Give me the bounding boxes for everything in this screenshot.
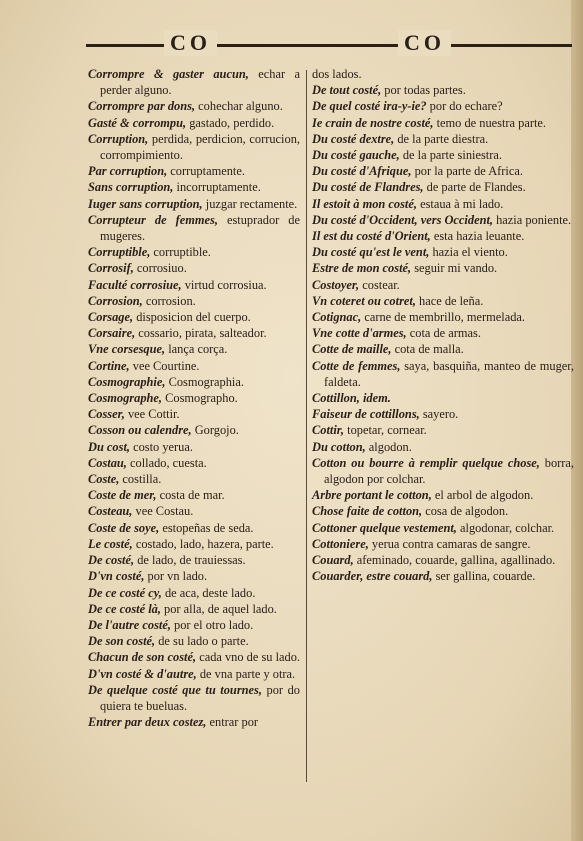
entry-headword: Gasté & corrompu, [88,115,187,130]
dictionary-entry [312,536,574,552]
entry-definition: estuprador de mugeres. [100,212,300,244]
entry-definition: por do echare? [426,99,503,114]
entry-definition: costado, lado, hazera, parte. [132,536,274,551]
dictionary-entry [312,455,574,487]
entry-headword: Cottoniere, [312,536,369,551]
dictionary-entry [312,503,574,519]
dictionary-entry [88,520,300,536]
entry-definition: echar a perder alguno. [100,67,301,98]
entry-definition: virtud corrosiua. [181,277,267,292]
entry-definition: esta hazia leuante. [430,229,525,244]
dictionary-entry [312,341,574,357]
entry-definition: estopeñas de seda. [159,520,254,535]
entry-headword: Costau, [88,455,127,470]
running-header [86,30,572,56]
entry-definition: por alla, de aquel lado. [160,601,277,616]
left-column [88,66,300,730]
entry-definition: hace de leña. [415,293,484,308]
entry-headword: Cotignac, [312,310,362,325]
header-rule [86,44,572,47]
entry-headword: De son costé, [88,634,156,649]
entry-definition: topetar, cornear. [344,423,427,438]
dictionary-entry [88,422,300,438]
entry-headword: Coste de soye, [88,520,160,535]
entry-headword: Cosmographe, [88,391,163,406]
entry-headword: Chose faite de cotton, [312,504,423,519]
dictionary-entry [88,325,300,341]
dictionary-entry [312,552,574,568]
entry-headword: Vne corsesque, [88,342,166,357]
entry-headword: Corrompre par dons, [88,99,196,114]
dictionary-entry [88,552,300,568]
entry-headword: Corsage, [88,310,134,325]
dictionary-entry [312,66,574,82]
entry-definition: corruptible. [150,245,211,260]
dictionary-entry [88,568,300,584]
entry-headword: De l'autre costé, [88,617,171,632]
entry-headword: Corrosif, [88,261,134,276]
entry-definition: cohechar alguno. [195,99,283,114]
entry-headword: Vne cotte d'armes, [312,326,407,341]
dictionary-entry [88,666,300,682]
entry-headword: Coste, [88,472,120,487]
entry-definition: hazia poniente. [493,212,572,227]
entry-definition: costilla. [119,472,162,487]
entry-definition: seguir mi vando. [411,261,498,276]
dictionary-entry [88,601,300,617]
entry-headword: Faculté corrosiue, [88,277,182,292]
entry-headword: Cottoner quelque vestement, [312,520,457,535]
dictionary-entry [88,196,300,212]
entry-headword: Iuger sans corruption, [88,196,203,211]
entry-definition: corrosiuo. [133,261,187,276]
dictionary-entry [88,244,300,260]
entry-definition: Cosmographo. [162,391,238,406]
right-column [312,66,574,585]
entry-headword: Cotton ou bourre à remplir quelque chose, [312,455,540,470]
entry-headword: Estre de mon costé, [312,261,412,276]
dictionary-entry [88,309,300,325]
entry-definition: perdida, perdicion, corrucion, corrompimiento. [100,131,300,163]
entry-headword: Cosmographie, [88,374,166,389]
dictionary-entry [88,617,300,633]
entry-definition: borra, algodon por colchar. [324,455,574,487]
entry-definition: de la parte diestra. [394,131,489,146]
entry-definition: cosa de algodon. [422,504,509,519]
dictionary-entry [312,568,574,584]
entry-headword: D'vn costé, [88,569,145,584]
entry-definition: por do quiera te bueluas. [100,682,300,713]
entry-definition: algodon. [365,439,412,454]
entry-definition: por todas partes. [381,83,466,98]
entry-headword: Il est du costé d'Orient, [312,229,431,244]
entry-headword: Corruptible, [88,245,151,260]
entry-headword: Corsaire, [88,326,136,341]
dictionary-entry [312,196,574,212]
entry-definition: vee Costau. [132,504,194,519]
dictionary-entry [312,212,574,228]
entry-definition: estaua à mi lado. [416,196,504,211]
dictionary-entry [312,390,574,406]
entry-definition: sayero. [419,407,459,422]
dictionary-entry [88,163,300,179]
entry-headword: Corrompre & gaster aucun, [88,67,249,81]
header-left-guide: CO [164,30,217,56]
entry-definition: costo yerua. [130,439,193,454]
entry-definition: cada vno de su lado. [196,650,301,665]
entry-definition: Cosmographia. [165,374,244,389]
entry-headword: Il estoit à mon costé, [312,196,417,211]
entry-definition: entrar por [206,715,259,730]
dictionary-entry [312,358,574,390]
entry-definition: collado, cuesta. [126,455,207,470]
dictionary-entry [312,115,574,131]
entry-definition: por la parte de Africa. [411,164,523,179]
entry-headword: Cottillon, idem. [312,391,391,406]
entry-headword: Du costé dextre, [312,131,395,146]
entry-definition: de su lado o parte. [155,634,249,649]
entry-definition: gastado, perdido. [186,115,275,130]
dictionary-entry [312,520,574,536]
entry-headword: Faiseur de cottillons, [312,407,420,422]
entry-definition: dos lados. [312,67,362,81]
entry-headword: Par corruption, [88,164,168,179]
entry-definition: ser gallina, couarde. [432,569,536,584]
entry-definition: lança corça. [165,342,228,357]
entry-headword: Cosser, [88,407,125,422]
entry-definition: corruptamente. [167,164,245,179]
entry-headword: Arbre portant le cotton, [312,488,432,503]
entry-definition: de la parte siniestra. [399,148,502,163]
dictionary-entry [312,163,574,179]
dictionary-entry [88,536,300,552]
entry-definition: cota de armas. [406,326,481,341]
dictionary-entry [88,649,300,665]
dictionary-entry [312,131,574,147]
entry-headword: De tout costé, [312,83,382,98]
entry-definition: de aca, deste lado. [161,585,256,600]
dictionary-entry [312,325,574,341]
dictionary-entry [312,244,574,260]
entry-headword: Corruption, [88,131,149,146]
entry-definition: por el otro lado. [170,617,254,632]
entry-headword: De ce costé cy, [88,585,162,600]
entry-headword: Du costé de Flandres, [312,180,424,195]
entry-headword: Cottir, [312,423,345,438]
dictionary-entry [88,341,300,357]
entry-headword: Du costé d'Afrique, [312,164,412,179]
dictionary-entry [88,714,300,730]
dictionary-entry [88,131,300,163]
dictionary-entry [88,277,300,293]
entry-definition: de lado, de trauiessas. [134,553,246,568]
entry-headword: Costoyer, [312,277,360,292]
entry-headword: De quelque costé que tu tournes, [88,682,262,697]
entry-headword: Cortine, [88,358,130,373]
dictionary-entry [88,115,300,131]
dictionary-entry [88,260,300,276]
entry-headword: Cotte de maille, [312,342,392,357]
entry-definition: algodonar, colchar. [456,520,555,535]
dictionary-entry [312,277,574,293]
entry-definition: costa de mar. [156,488,225,503]
entry-headword: Sans corruption, [88,180,174,195]
dictionary-entry [312,179,574,195]
entry-headword: Chacun de son costé, [88,650,197,665]
entry-definition: yerua contra camaras de sangre. [368,536,531,551]
dictionary-entry [312,487,574,503]
entry-headword: De ce costé là, [88,601,161,616]
dictionary-entry [312,439,574,455]
dictionary-entry [88,471,300,487]
entry-headword: D'vn costé & d'autre, [88,666,197,681]
entry-definition: corrosion. [142,293,196,308]
dictionary-entry [312,309,574,325]
dictionary-entry [312,406,574,422]
entry-definition: disposicion del cuerpo. [133,310,251,325]
entry-headword: Costeau, [88,504,133,519]
entry-headword: De costé, [88,553,135,568]
entry-definition: vee Cottir. [124,407,180,422]
dictionary-entry [312,260,574,276]
dictionary-entry [88,358,300,374]
dictionary-entry [88,293,300,309]
column-divider [306,70,307,782]
entry-headword: Couard, [312,553,354,568]
entry-definition: saya, basquiña, manteo de muger, faldeta. [324,358,574,389]
entry-definition: vee Courtine. [129,358,200,373]
dictionary-entry [312,98,574,114]
entry-headword: Corrosion, [88,293,143,308]
entry-definition: cossario, pirata, salteador. [135,326,267,341]
dictionary-entry [88,585,300,601]
entry-definition: de vna parte y otra. [196,666,296,681]
dictionary-entry [88,503,300,519]
entry-headword: Du costé gauche, [312,148,400,163]
entry-headword: Corrupteur de femmes, [88,212,218,227]
entry-headword: Ie crain de nostre costé, [312,115,434,130]
dictionary-entry [88,374,300,390]
entry-headword: Couarder, estre couard, [312,569,433,584]
entry-headword: Cosson ou calendre, [88,423,192,438]
entry-headword: Entrer par deux costez, [88,715,207,730]
dictionary-entry [88,455,300,471]
entry-definition: temo de nuestra parte. [433,115,547,130]
entry-definition: de parte de Flandes. [423,180,526,195]
entry-definition: Gorgojo. [191,423,239,438]
dictionary-entry [312,293,574,309]
dictionary-entry [312,147,574,163]
entry-definition: juzgar rectamente. [202,196,298,211]
dictionary-entry [312,228,574,244]
entry-definition: costear. [359,277,400,292]
entry-headword: Cotte de femmes, [312,358,401,373]
entry-headword: Du cost, [88,439,130,454]
entry-definition: el arbol de algodon. [431,488,534,503]
dictionary-entry [88,66,300,98]
entry-definition: afeminado, couarde, gallina, agallinado. [353,553,556,568]
entry-definition: cota de malla. [391,342,464,357]
dictionary-entry [88,212,300,244]
dictionary-entry [88,98,300,114]
dictionary-entry [88,390,300,406]
entry-headword: Du costé qu'est le vent, [312,245,430,260]
dictionary-entry [88,633,300,649]
entry-headword: Du cotton, [312,439,366,454]
entry-headword: De quel costé ira-y-ie? [312,99,427,114]
entry-definition: por vn lado. [144,569,208,584]
dictionary-entry [88,406,300,422]
dictionary-entry [312,82,574,98]
dictionary-entry [88,179,300,195]
header-right-guide: CO [398,30,451,56]
dictionary-entry [88,439,300,455]
dictionary-entry [88,487,300,503]
entry-definition: hazia el viento. [429,245,508,260]
entry-headword: Coste de mer, [88,488,157,503]
entry-definition: incorruptamente. [173,180,261,195]
entry-headword: Vn coteret ou cotret, [312,293,416,308]
dictionary-entry [312,422,574,438]
entry-headword: Du costé d'Occident, vers Occident, [312,212,494,227]
entry-definition: carne de membrillo, mermelada. [361,310,525,325]
dictionary-entry [88,682,300,714]
entry-headword: Le costé, [88,536,133,551]
